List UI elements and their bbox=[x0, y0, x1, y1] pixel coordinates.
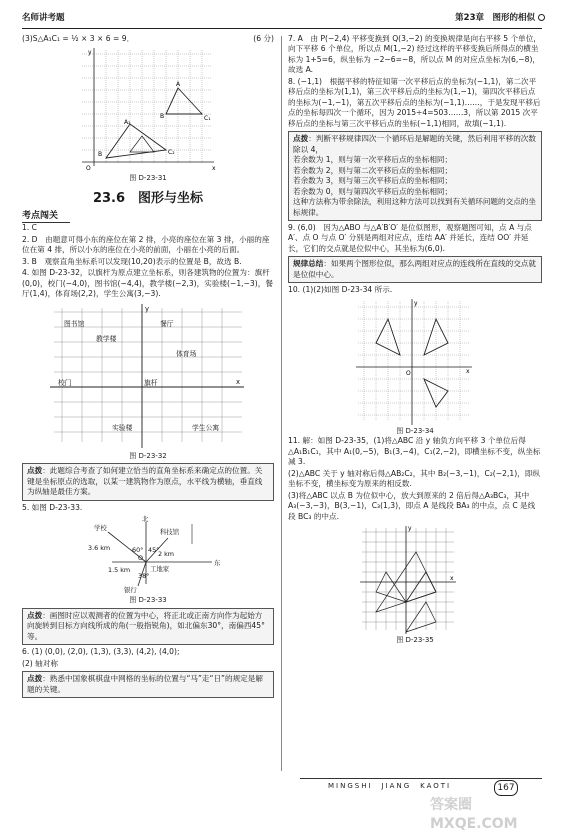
left-column bbox=[22, 34, 274, 700]
caption-fig31: 图 D-23-31 bbox=[129, 174, 167, 183]
answer-7: 7. A 由 P(−2,4) 平移变换到 Q(3,−2) 的变换规律是向右平移 5 个单位，向下平移 6 个单位，所以点 M(1,−2) 经过这样的平移变换后所得点的横坐标为 1+5=6，纵坐标为 −2−6=−8，所以点 M 的对应点坐标为(6,−8)，故选 A. bbox=[288, 34, 541, 75]
caption-fig33: 图 D-23-33 bbox=[129, 596, 167, 605]
right-column bbox=[288, 34, 542, 646]
tip-box-4 bbox=[22, 463, 274, 500]
tip-box-9 bbox=[288, 256, 542, 283]
figure-d23-32 bbox=[46, 302, 246, 452]
tip9-title: 规律总结 bbox=[293, 259, 324, 269]
column-divider bbox=[281, 36, 282, 771]
section-title: 23.6 图形与坐标 bbox=[92, 191, 204, 207]
answer-8: 8. (−1,1) 根据平移的特征知第一次平移后点的坐标为(−1,1)，第二次平移后点的坐标为(1,1)，第三次平移后点的坐标为(1,−1)，第四次平移后点的坐标为(−1,−1)，第五次平移后点的坐标为(−1,1)……，于是发现平移后点的坐标每四次一个循环，因为 2015÷4=503……3，所以第 2015 次平移后点的坐标与第三次平移后点的坐标(−1,1)相同，故填(−1,1). bbox=[288, 76, 541, 128]
figure-d23-35 bbox=[358, 524, 458, 636]
fig33-a45: 45° bbox=[148, 546, 160, 555]
answer-9: 9. (6,0) 因为△ABO 与△A′B′O′ 是位似图形，观察题图可知，点 A 与点 A′、点 O 与点 O′ 分别是两组对应点，连结 AA′ 并延长，连结 OO′ 并延长，它们的交点就是位似中心，其坐标为(6,0). bbox=[288, 222, 532, 253]
caption-fig35: 图 D-23-35 bbox=[396, 636, 434, 645]
answer-11c: (3)将△ABC 以点 B 为位似中心，放大到原来的 2 倍后得△A₃BC₃，其中 A₃(−3,−3)，B(3,−1)，C₃(1,3)，即点 A 是线段 BA₃ 的中点，点 C 是线段 BC₃ 的中点. bbox=[288, 490, 536, 521]
fig32-canteen: 餐厅 bbox=[160, 319, 174, 328]
top-formula: (3)S△A₁C₁ = ½ × 3 × 6 = 9． bbox=[22, 34, 135, 43]
answer-1: 1. C bbox=[22, 223, 37, 233]
answer-6: 6. (1) (0,0), (2,0), (1,3), (3,3), (4,2), (4,0); bbox=[22, 647, 180, 657]
top-score: (6 分) bbox=[253, 34, 274, 43]
page-number: 167 bbox=[494, 780, 518, 796]
fig33-d3: 1.5 km bbox=[108, 566, 131, 575]
fig33-tech: 科技馆 bbox=[160, 528, 180, 537]
tip5-title: 点拨 bbox=[27, 610, 43, 620]
fig33-worker: 工地家 bbox=[150, 565, 170, 574]
figure-d23-34 bbox=[354, 297, 474, 427]
fig33-d2: 2 km bbox=[158, 550, 175, 559]
fig32-y: y bbox=[145, 304, 150, 313]
svg-text:A: A bbox=[176, 81, 181, 89]
svg-text:x: x bbox=[450, 575, 454, 583]
tip8-line-5: 这种方法称为带余除法，利用这种方法可以找到有关循环问题的交点的坐标规律。 bbox=[293, 197, 536, 217]
tip4-text: ：此题综合考查了如何建立恰当的直角坐标系来确定点的位置。关键是坐标原点的选取，以某一建筑物作为原点，水平线为横轴，垂直线为纵轴是最佳方案。 bbox=[27, 466, 263, 497]
svg-text:A₂: A₂ bbox=[124, 119, 131, 127]
svg-text:y: y bbox=[414, 299, 418, 307]
answer-6b: (2) 轴对称 bbox=[22, 658, 58, 668]
tip8-line-2: 若余数为 2，则与第二次平移后点的坐标相同； bbox=[293, 165, 453, 175]
fig33-school: 学校 bbox=[94, 524, 107, 533]
kaodian-heading: 考点闯关 bbox=[22, 210, 70, 223]
tip8-line-1: 若余数为 1，则与第一次平移后点的坐标相同； bbox=[293, 155, 453, 165]
svg-text:x: x bbox=[466, 367, 470, 375]
fig33-bank: 银行 bbox=[124, 586, 137, 595]
svg-text:y: y bbox=[408, 525, 412, 533]
tip4-title: 点拨 bbox=[27, 466, 43, 476]
fig33-a60: 60° bbox=[132, 546, 144, 555]
fig32-teaching: 教学楼 bbox=[96, 334, 117, 343]
svg-text:C₁: C₁ bbox=[204, 115, 211, 123]
tip-box-8 bbox=[288, 131, 542, 221]
fig33-east: 东 bbox=[214, 559, 221, 568]
footer-text: MINGSHI JIANG KAOTI bbox=[328, 782, 452, 790]
tip8-title: 点拨 bbox=[293, 134, 309, 144]
answer-4: 4. 如图 D-23-32，以旗杆为原点建立坐标系，则各建筑物的位置为：旗杆(0,0)，校门(−4,0)，图书馆(−4,4)，教学楼(−2,3)，实验楼(−1,−3)，餐厅(1,4)，体育场(2,2)，学生公寓(3,−3). bbox=[22, 268, 273, 299]
tip5-text: ：画图时应以观测者的位置为中心，将正北或正南方向作为起始方向旋转到目标方向线所成的角(一般指锐角)，如北偏东30°，南偏西45°等。 bbox=[27, 610, 265, 641]
fig33-d1: 3.6 km bbox=[88, 544, 111, 553]
figure-d23-31 bbox=[72, 46, 222, 174]
header-dot-icon bbox=[538, 14, 545, 21]
answer-5: 5. 如图 D-23-33. bbox=[22, 502, 83, 512]
answer-11: 11. 解：如图 D-23-35，(1)将△ABC 沿 y 轴负方向平移 3 个单位后得△A₁B₁C₁，其中 A₁(0,−5)，B₁(3,−4)，C₁(2,−2)，即横坐标不变，纵坐标减 3. bbox=[288, 436, 541, 467]
figure-d23-33 bbox=[72, 514, 232, 596]
fig33-origin: O bbox=[138, 554, 144, 563]
tip6-text: ：熟悉中国象棋棋盘中网格的坐标的位置与“马”走“日”的规定是解题的关键。 bbox=[27, 674, 263, 694]
svg-text:O: O bbox=[86, 165, 91, 173]
fig33-north: 北 bbox=[142, 515, 149, 524]
fig32-gym: 体育场 bbox=[176, 349, 197, 358]
answer-2: 2. D 由题意可得小东的座位在第 2 排，小亮的座位在第 3 排，小丽的座位在第 4 排，所以小东的座位在小亮的前面，小丽在小亮的后面。 bbox=[22, 234, 270, 255]
fig32-gate: 校门 bbox=[58, 378, 72, 387]
fig33-a38: 38° bbox=[138, 572, 150, 581]
svg-text:B: B bbox=[160, 113, 165, 121]
tip9-text: ：如果两个图形位似，那么两组对应点的连线所在直线的交点就是位似中心。 bbox=[293, 259, 536, 279]
caption-fig32: 图 D-23-32 bbox=[129, 451, 167, 460]
answer-10: 10. (1)(2)如图 D-23-34 所示. bbox=[288, 285, 393, 295]
fig32-lab: 实验楼 bbox=[112, 423, 133, 432]
tip-box-6 bbox=[22, 671, 274, 698]
tip6-title: 点拨 bbox=[27, 674, 43, 684]
caption-fig34: 图 D-23-34 bbox=[396, 426, 434, 435]
svg-text:x: x bbox=[212, 165, 216, 173]
svg-text:y: y bbox=[88, 49, 92, 57]
header-rule bbox=[22, 28, 542, 29]
tip-box-5 bbox=[22, 608, 274, 645]
header-right: 第23章 图形的相似 bbox=[455, 13, 535, 23]
fig32-library: 图书馆 bbox=[64, 319, 85, 328]
fig32-x: x bbox=[236, 377, 241, 386]
svg-text:C₂: C₂ bbox=[168, 149, 175, 157]
answer-3: 3. B 观察直角坐标系可以发现(10,20)表示的位置是 B，故选 B. bbox=[22, 256, 242, 266]
footer-rule bbox=[300, 778, 542, 779]
header-left: 名师讲考题 bbox=[22, 13, 65, 23]
fig32-flagpole: 旗杆 bbox=[144, 378, 158, 387]
svg-text:B: B bbox=[98, 151, 103, 159]
tip8-line-3: 若余数为 3，则与第三次平移后点的坐标相同； bbox=[293, 176, 453, 186]
answer-11b: (2)△ABC 关于 y 轴对称后得△AB₂C₂，其中 B₂(−3,−1)，C₂(−2,1)，即纵坐标不变，横坐标变为原来的相反数. bbox=[288, 468, 540, 489]
tip8-text: ：判断平移规律四次一个循环后是解题的关键，然后利用平移的次数除以 4， bbox=[293, 134, 536, 154]
tip8-line-4: 若余数为 0，则与第四次平移后点的坐标相同； bbox=[293, 186, 453, 196]
svg-text:O: O bbox=[406, 369, 411, 377]
watermark: 答案圈 MXQE.COM bbox=[430, 797, 518, 833]
fig32-dorm: 学生公寓 bbox=[192, 423, 220, 432]
